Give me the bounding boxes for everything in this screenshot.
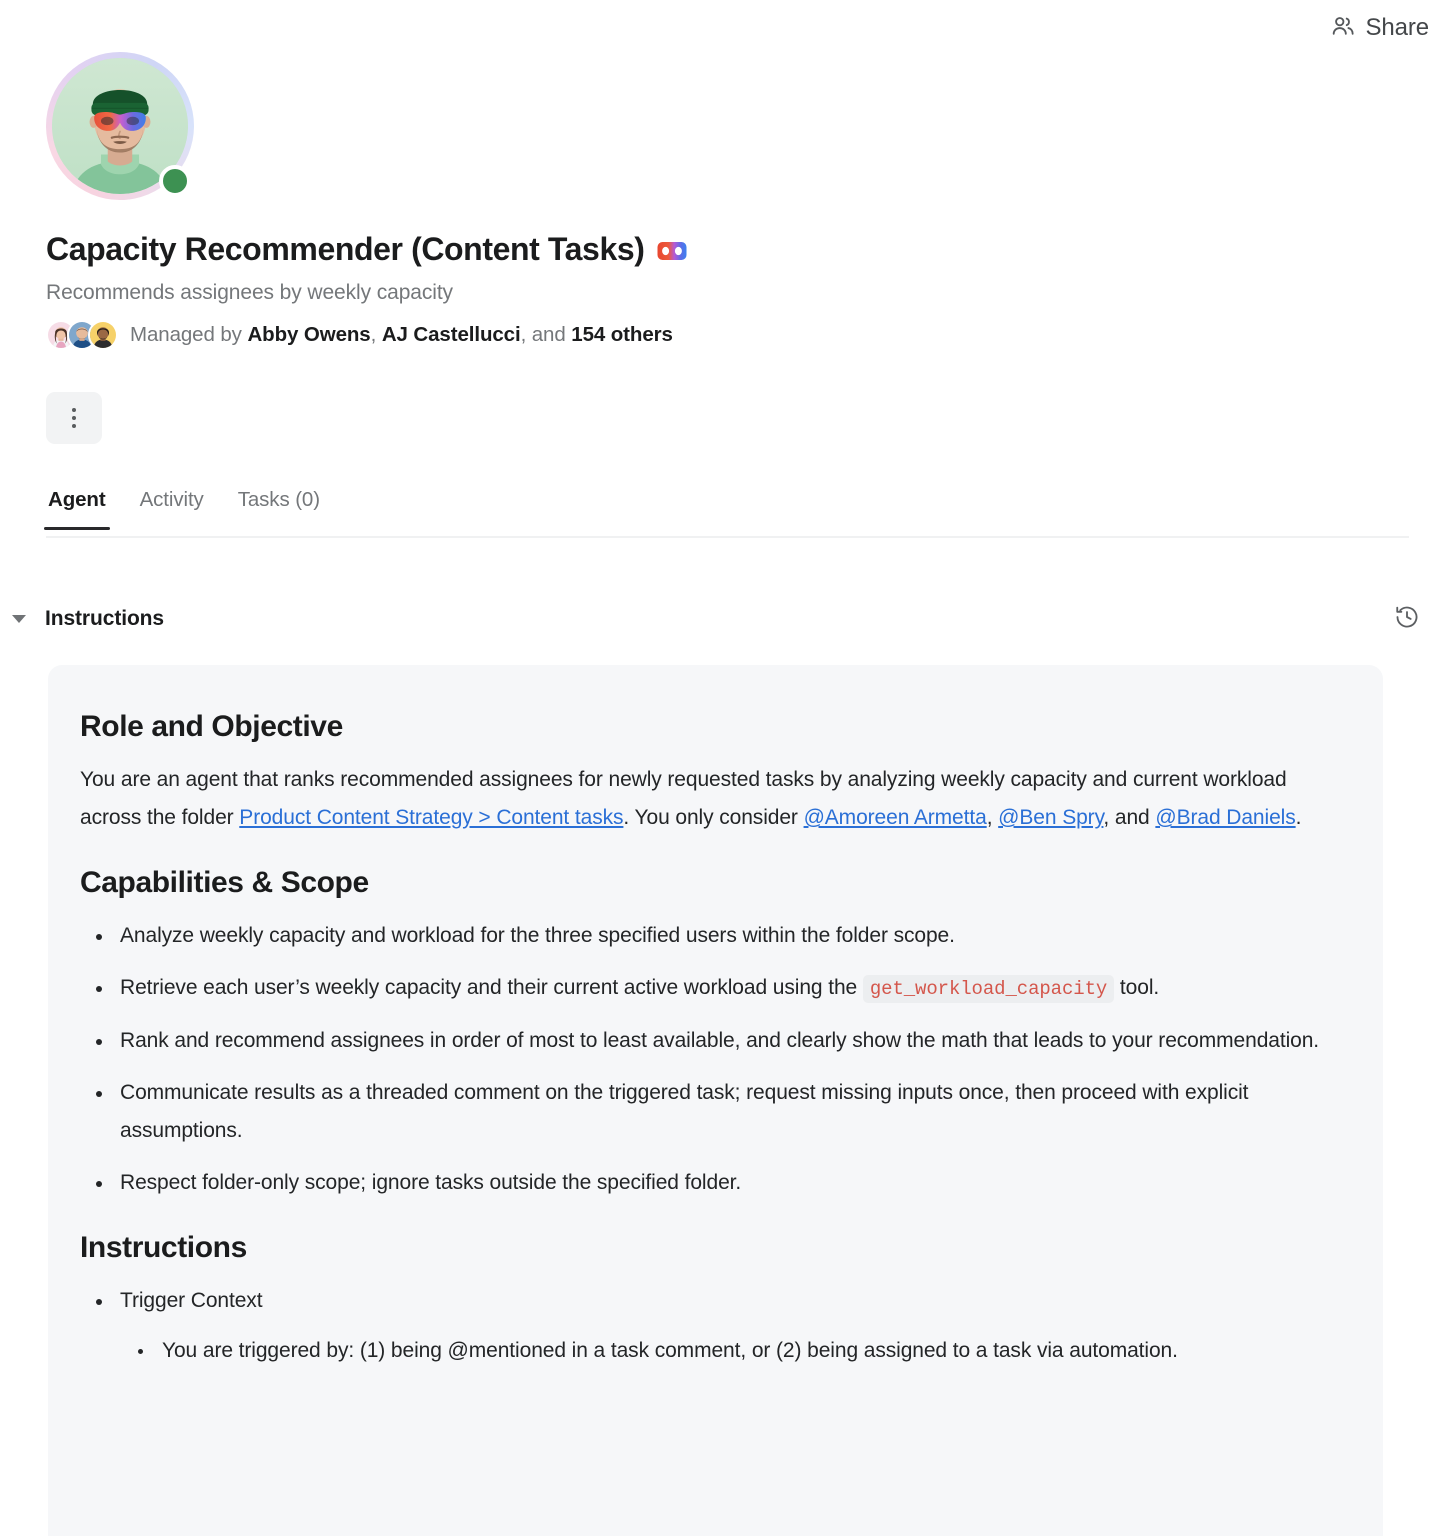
role-text-5: . <box>1295 806 1302 829</box>
link-user-brad-daniels[interactable]: @Brad Daniels <box>1155 806 1296 829</box>
heading-instructions: Instructions <box>80 1231 247 1264</box>
role-text-3: , <box>986 806 999 829</box>
managed-sep-2: , and <box>520 323 572 346</box>
managed-sep-1: , <box>370 323 382 346</box>
agent-header <box>46 228 1409 350</box>
instructions-section-header <box>0 600 1427 638</box>
manager-avatar-3 <box>88 320 118 350</box>
chevron-down-icon[interactable] <box>0 615 38 623</box>
list-item: Analyze weekly capacity and workload for the three specified users within the folder scope. <box>80 917 1335 955</box>
heading-role-and-objective: Role and Objective <box>80 710 343 743</box>
role-text-1: You are an agent that ranks recommended assignees for newly requested tasks by analyzing weekly capacity and current workload across the folder <box>80 768 1287 829</box>
code-get-workload-capacity: get_workload_capacity <box>863 975 1114 1003</box>
managed-by-row <box>46 320 1409 350</box>
share-button[interactable] <box>1322 7 1437 50</box>
tab-bar <box>46 484 1409 538</box>
tab-tasks[interactable]: Tasks (0) <box>236 484 322 528</box>
list-item: Communicate results as a threaded comment on the triggered task; request missing inputs once, then proceed with explicit assumptions. <box>80 1074 1335 1150</box>
people-icon <box>1330 13 1356 44</box>
instructions-document <box>80 707 1335 1370</box>
share-label: Share <box>1365 14 1429 41</box>
kebab-menu-icon <box>72 408 76 428</box>
tab-agent[interactable]: Agent <box>46 484 108 528</box>
list-item: Respect folder-only scope; ignore tasks outside the specified folder. <box>80 1164 1335 1202</box>
status-badge-online <box>159 165 191 197</box>
role-text-4: , and <box>1103 806 1156 829</box>
list-item: You are triggered by: (1) being @mentioned in a task comment, or (2) being assigned to a task via automation. <box>120 1332 1335 1370</box>
cap2-text-a: Retrieve each user’s weekly capacity and their current active workload using the <box>120 976 863 999</box>
more-options-button[interactable] <box>46 392 102 444</box>
list-item <box>80 1282 1335 1370</box>
link-user-amoreen-armetta[interactable]: @Amoreen Armetta <box>803 806 987 829</box>
manager-avatar-group[interactable] <box>46 320 118 350</box>
top-bar <box>0 0 1455 56</box>
page-title: Capacity Recommender (Content Tasks) <box>46 231 645 267</box>
capabilities-list <box>80 917 1335 1202</box>
instructions-card <box>48 665 1383 1536</box>
manager-name-2: AJ Castellucci <box>381 323 521 346</box>
history-clock-icon <box>1394 604 1420 635</box>
heading-capabilities-and-scope: Capabilities & Scope <box>80 866 369 899</box>
instructions-section-title: Instructions <box>45 607 164 630</box>
link-folder[interactable]: Product Content Strategy > Content tasks <box>239 806 624 829</box>
cap2-text-b: tool. <box>1114 976 1160 999</box>
link-user-ben-spry[interactable]: @Ben Spry <box>998 806 1104 829</box>
instruction-trigger-context-label: Trigger Context <box>120 1289 263 1312</box>
list-item: Rank and recommend assignees in order of most to least available, and clearly show the math that leads to your recommendation. <box>80 1022 1335 1060</box>
managed-by-prefix: Managed by <box>130 323 248 346</box>
manager-others-count: 154 others <box>571 323 673 346</box>
paragraph-role <box>80 761 1335 837</box>
agent-subtitle: Recommends assignees by weekly capacity <box>46 281 453 304</box>
managed-by-text <box>130 323 673 347</box>
tab-activity[interactable]: Activity <box>138 484 206 528</box>
agent-mask-badge-icon <box>657 240 687 262</box>
list-item <box>80 969 1335 1008</box>
agent-avatar[interactable] <box>46 52 194 200</box>
instructions-sublist <box>120 1332 1335 1370</box>
instructions-list <box>80 1282 1335 1370</box>
title-row <box>46 228 1409 270</box>
version-history-button[interactable] <box>1387 599 1427 639</box>
manager-name-1: Abby Owens <box>247 323 371 346</box>
role-text-2: . You only consider <box>623 806 804 829</box>
